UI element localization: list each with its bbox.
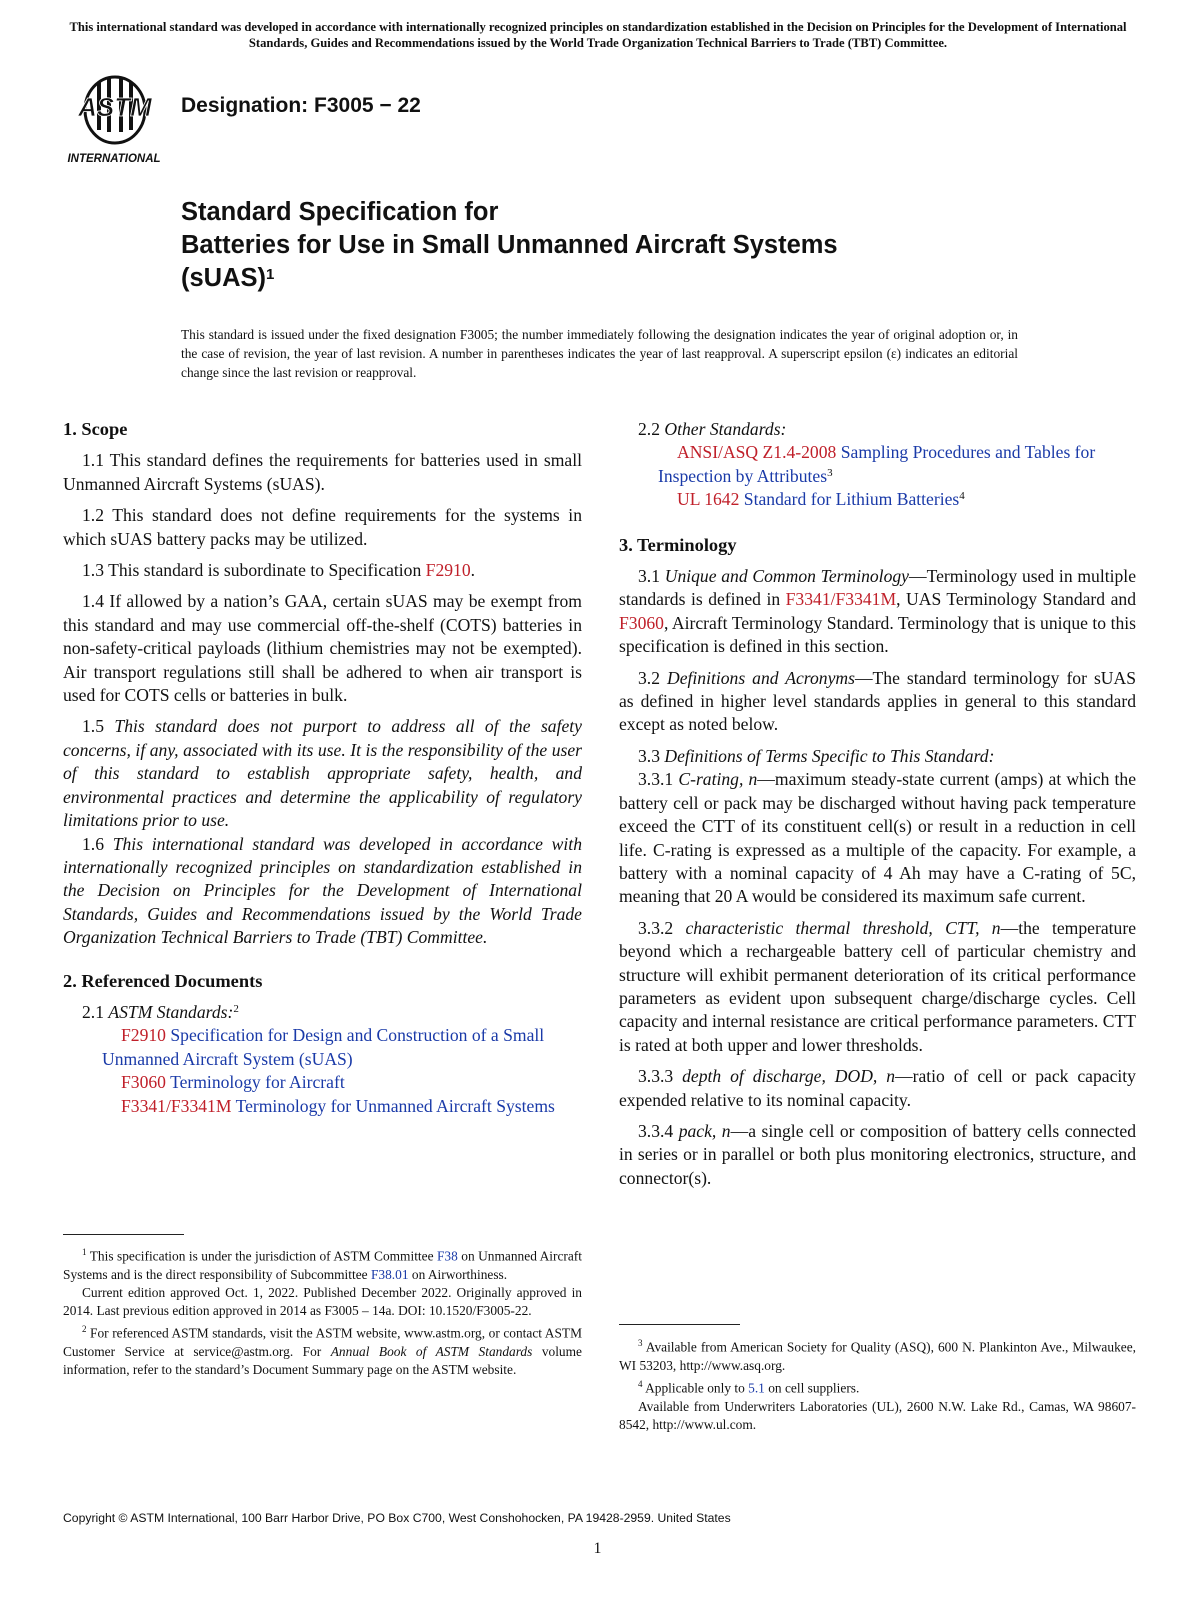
ref-item[interactable]: ANSI/ASQ Z1.4-2008 Sampling Procedures and Tables for Inspection by Attributes$^3$ (658, 442, 1096, 486)
link-f38-01[interactable]: F38.01 (370, 1266, 409, 1282)
title-line-3: (sUAS)$^1$ (181, 264, 275, 292)
footnote-divider (63, 1234, 184, 1235)
footnote-4-availability: Available from Underwriters Laboratories (UL), 2600 N.W. Lake Rd., Camas, WA 98607-8542, http://www.ul.com. (619, 1398, 1136, 1432)
para-1-6: 1.6 This international standard was developed in accordance with internationally recognized principles on standardization established in the Decision on Principles for the Development of International Standards, Guides and Recommendations issued by the World Trade Organization Technical Barriers to Trade (TBT) Committee. (63, 833, 582, 948)
footnote-divider (619, 1324, 740, 1325)
title-footnote-mark: 1 (266, 266, 275, 283)
para-3-3-3: 3.3.3 depth of discharge, DOD, n—ratio of cell or pack capacity expended relative to its nominal capacity. (619, 1066, 1136, 1110)
left-column (63, 418, 582, 1118)
title-line-2: Batteries for Use in Small Unmanned Aircraft Systems (181, 231, 838, 259)
wto-notice: This international standard was developed in accordance with internationally recognized principles on standardization established in the Decision on Principles for the Development of International Standards, Guides and Recommendations issued by the World Trade Organization Technical Barriers to Trade (TBT) Committee. (69, 20, 1127, 50)
copyright-line: Copyright © ASTM International, 100 Barr Harbor Drive, PO Box C700, West Conshohocken, PA 19428-2959. United States (63, 1511, 731, 1525)
para-3-2: 3.2 Definitions and Acronyms—The standard terminology for sUAS as defined in higher level standards applies in general to this standard except as noted below. (619, 667, 1136, 735)
footnote-1: $^1$ This specification is under the jurisdiction of ASTM Committee F38 on Unmanned Aircraft Systems and is the direct responsibility of Subcommittee F38.01 on Airworthiness. (63, 1247, 582, 1282)
para-3-3-4: 3.3.4 pack, n—a single cell or composition of battery cells connected in series or in parallel or both plus monitoring electronics, structure, and connector(s). (619, 1120, 1137, 1188)
ref-item[interactable]: UL 1642 Standard for Lithium Batteries$^4$ (677, 489, 965, 510)
para-3-3: 3.3 Definitions of Terms Specific to This Standard: (638, 745, 995, 766)
para-1-2: 1.2 This standard does not define requirements for the systems in which sUAS battery packs may be utilized. (63, 505, 582, 549)
para-2-1: 2.1 ASTM Standards:$^2$ (82, 1001, 239, 1022)
ref-item[interactable]: F3341/F3341M Terminology for Unmanned Aircraft Systems (121, 1095, 555, 1116)
footnote-2: $^2$ For referenced ASTM standards, visit the ASTM website, www.astm.org, or contact ASTM Customer Service at service@astm.org. For Annual Book of ASTM Standards volume information, refer to the standard’s Document Summary page on the ASTM website. (63, 1324, 582, 1378)
section-scope-heading: 1. Scope (63, 419, 128, 439)
para-1-5: 1.5 This standard does not purport to address all of the safety concerns, if any, associated with its use. It is the responsibility of the user of this standard to establish appropriate safety, health, and environmental practices and determine the applicability of regulatory limitations prior to use. (63, 716, 582, 831)
ref-item[interactable]: F2910 Specification for Design and Construction of a Small Unmanned Aircraft System (sUAS) (102, 1025, 545, 1069)
issued-note: This standard is issued under the fixed designation F3005; the number immediately following the designation indicates the year of original adoption or, in the case of revision, the year of last revision. A number in parentheses indicates the year of last reapproval. A superscript epsilon (ε) indicates an editorial change since the last revision or reapproval. (181, 327, 1018, 380)
svg-text:ASTM: ASTM (78, 92, 152, 122)
ref-item[interactable]: F3060 Terminology for Aircraft (121, 1072, 345, 1093)
para-1-4: 1.4 If allowed by a nation’s GAA, certain sUAS may be exempt from this standard and may use commercial off-the-shelf (COTS) batteries in non-safety-critical payloads (lithium chemistries may not be exempted). Air transport regulations still shall be adhered to when air transport is used for COTS cells or batteries in bulk. (63, 591, 582, 706)
footnote-4: $^4$ Applicable only to 5.1 on cell suppliers. (638, 1378, 860, 1396)
para-1-3: 1.3 This standard is subordinate to Specification F2910. (82, 560, 476, 581)
para-2-2: 2.2 Other Standards: (638, 419, 787, 439)
page-number: 1 (593, 1540, 602, 1557)
right-column (619, 418, 1136, 1190)
document-title (181, 196, 1001, 295)
link-f2910[interactable]: F2910 (425, 560, 471, 581)
link-5-1[interactable]: 5.1 (748, 1380, 765, 1396)
para-3-3-2: 3.3.2 characteristic thermal threshold, CTT, n—the temperature beyond which a rechargeable battery cell of particular chemistry and structure will exhibit permanent deterioration of its critical performance parameters as evident upon subsequent charge/discharge cycles. Cell capacity and internal resistance are critical performance parameters. CTT is rated at both upper and lower thresholds. (619, 917, 1136, 1055)
para-3-3-1: 3.3.1 C-rating, n—maximum steady-state current (amps) at which the battery cell or pack may be discharged without having pack temperature exceed the CTT of its constituent cell(s) or result in a reduction in cell life. C-rating is expressed as a multiple of the capacity. For example, a battery with a nominal capacity of 4 Ah may have a C-rating of 5C, meaning that 20 A would be considered its maximum safe current. (619, 769, 1136, 907)
title-line-1: Standard Specification for (181, 198, 499, 226)
astm-logo (63, 72, 171, 167)
link-f3341[interactable]: F3341/F3341M (785, 589, 897, 610)
section-terminology-heading: 3. Terminology (619, 534, 737, 555)
astm-international-logo-icon (63, 72, 171, 167)
footnote-1-edition: Current edition approved Oct. 1, 2022. Published December 2022. Originally approved in 2014. Last previous edition approved in 2014 as F3005 – 14a. DOI: 10.1520/F3005-22. (63, 1284, 582, 1319)
link-f38[interactable]: F38 (436, 1248, 458, 1264)
footnotes-right (619, 1334, 1136, 1434)
link-f3060[interactable]: F3060 (619, 612, 664, 633)
section-referenced-heading: 2. Referenced Documents (63, 970, 263, 991)
footnote-3: $^3$ Available from American Society for Quality (ASQ), 600 N. Plankinton Ave., Milwaukee, WI 53203, http://www.asq.org. (619, 1338, 1136, 1373)
para-3-1: 3.1 Unique and Common Terminology—Terminology used in multiple standards is defined in F3341/F3341M, UAS Terminology Standard and F3060, Aircraft Terminology Standard. Terminology that is unique to this specification is defined in this section. (619, 566, 1136, 657)
svg-text:INTERNATIONAL: INTERNATIONAL (67, 153, 161, 165)
para-1-1: 1.1 This standard defines the requirements for batteries used in small Unmanned Aircraft Systems (sUAS). (63, 450, 582, 494)
designation: Designation: F3005 − 22 (181, 94, 421, 117)
footnotes-left (63, 1243, 582, 1379)
